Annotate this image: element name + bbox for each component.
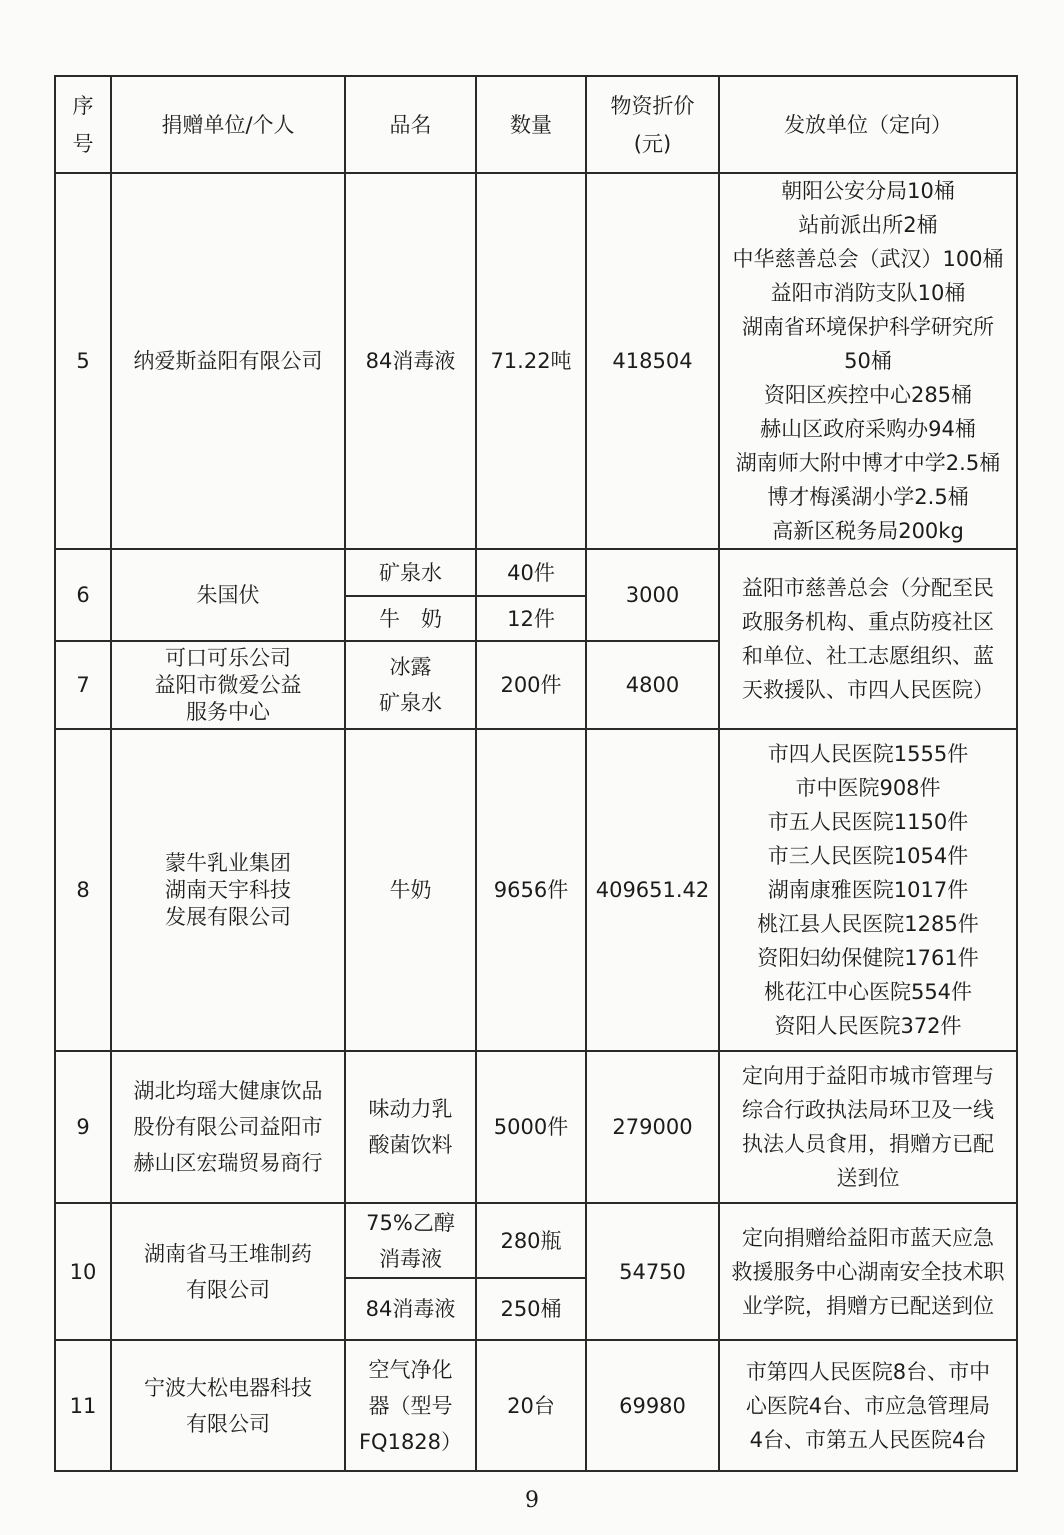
- item-cell: 牛 奶: [345, 596, 476, 641]
- donor-cell: 湖南省马王堆制药 有限公司: [111, 1203, 345, 1340]
- donor-cell: 湖北均瑶大健康饮品 股份有限公司益阳市 赫山区宏瑞贸易商行: [111, 1051, 345, 1203]
- distribution-cell: 定向用于益阳市城市管理与 综合行政执法局环卫及一线 执法人员食用，捐赠方已配 送到位: [719, 1051, 1017, 1203]
- item-cell: 冰露 矿泉水: [345, 641, 476, 729]
- distribution-cell: 朝阳公安分局10桶 站前派出所2桶 中华慈善总会（武汉）100桶 益阳市消防支队10桶 湖南省环境保护科学研究所 50桶 资阳区疾控中心285桶 赫山区政府采购办94桶 湖南师大附中博才中学2.5桶 博才梅溪湖小学2.5桶 高新区税务局200kg: [719, 173, 1017, 549]
- seq-cell: 8: [55, 729, 111, 1051]
- table-row: [55, 173, 1017, 549]
- quantity-cell: 12件: [476, 596, 586, 641]
- item-cell: 味动力乳 酸菌饮料: [345, 1051, 476, 1203]
- seq-cell: 10: [55, 1203, 111, 1340]
- item-cell: 84消毒液: [345, 173, 476, 549]
- donor-cell: 蒙牛乳业集团 湖南天宇科技 发展有限公司: [111, 729, 345, 1051]
- donor-cell: 朱国伏: [111, 549, 345, 641]
- seq-cell: 7: [55, 641, 111, 729]
- header-distribution: 发放单位（定向）: [719, 76, 1017, 173]
- quantity-cell: 40件: [476, 549, 586, 596]
- donation-table: [54, 75, 1018, 1472]
- header-row: [55, 76, 1017, 173]
- distribution-cell: 益阳市慈善总会（分配至民 政服务机构、重点防疫社区 和单位、社工志愿组织、蓝 天救援队、市四人民医院）: [719, 549, 1017, 729]
- quantity-cell: 9656件: [476, 729, 586, 1051]
- header-quantity: 数量: [476, 76, 586, 173]
- distribution-cell: 市四人民医院1555件 市中医院908件 市五人民医院1150件 市三人民医院1054件 湖南康雅医院1017件 桃江县人民医院1285件 资阳妇幼保健院1761件 桃花江中心医院554件 资阳人民医院372件: [719, 729, 1017, 1051]
- item-cell: 空气净化 器（型号 FQ1828）: [345, 1340, 476, 1471]
- quantity-cell: 280瓶: [476, 1203, 586, 1278]
- value-cell: 279000: [586, 1051, 719, 1203]
- table-row: [55, 1203, 1017, 1278]
- header-seq: 序 号: [55, 76, 111, 173]
- item-cell: 矿泉水: [345, 549, 476, 596]
- value-cell: 69980: [586, 1340, 719, 1471]
- distribution-cell: 定向捐赠给益阳市蓝天应急 救援服务中心湖南安全技术职 业学院，捐赠方已配送到位: [719, 1203, 1017, 1340]
- quantity-cell: 250桶: [476, 1278, 586, 1340]
- item-cell: 84消毒液: [345, 1278, 476, 1340]
- table-row: [55, 729, 1017, 1051]
- donor-cell: 宁波大松电器科技 有限公司: [111, 1340, 345, 1471]
- quantity-cell: 200件: [476, 641, 586, 729]
- quantity-cell: 71.22吨: [476, 173, 586, 549]
- page-number: 9: [525, 1488, 539, 1513]
- table-row: [55, 1051, 1017, 1203]
- value-cell: 4800: [586, 641, 719, 729]
- distribution-cell: 市第四人民医院8台、市中 心医院4台、市应急管理局 4台、市第五人民医院4台: [719, 1340, 1017, 1471]
- value-cell: 3000: [586, 549, 719, 641]
- donor-cell: 纳爱斯益阳有限公司: [111, 173, 345, 549]
- value-cell: 418504: [586, 173, 719, 549]
- seq-cell: 5: [55, 173, 111, 549]
- seq-cell: 11: [55, 1340, 111, 1471]
- item-cell: 75%乙醇 消毒液: [345, 1203, 476, 1278]
- item-cell: 牛奶: [345, 729, 476, 1051]
- quantity-cell: 20台: [476, 1340, 586, 1471]
- donor-cell: 可口可乐公司 益阳市微爱公益 服务中心: [111, 641, 345, 729]
- seq-cell: 6: [55, 549, 111, 641]
- table-row: [55, 549, 1017, 596]
- header-value: 物资折价 (元): [586, 76, 719, 173]
- header-item: 品名: [345, 76, 476, 173]
- value-cell: 54750: [586, 1203, 719, 1340]
- header-donor: 捐赠单位/个人: [111, 76, 345, 173]
- quantity-cell: 5000件: [476, 1051, 586, 1203]
- value-cell: 409651.42: [586, 729, 719, 1051]
- table-row: [55, 1340, 1017, 1471]
- seq-cell: 9: [55, 1051, 111, 1203]
